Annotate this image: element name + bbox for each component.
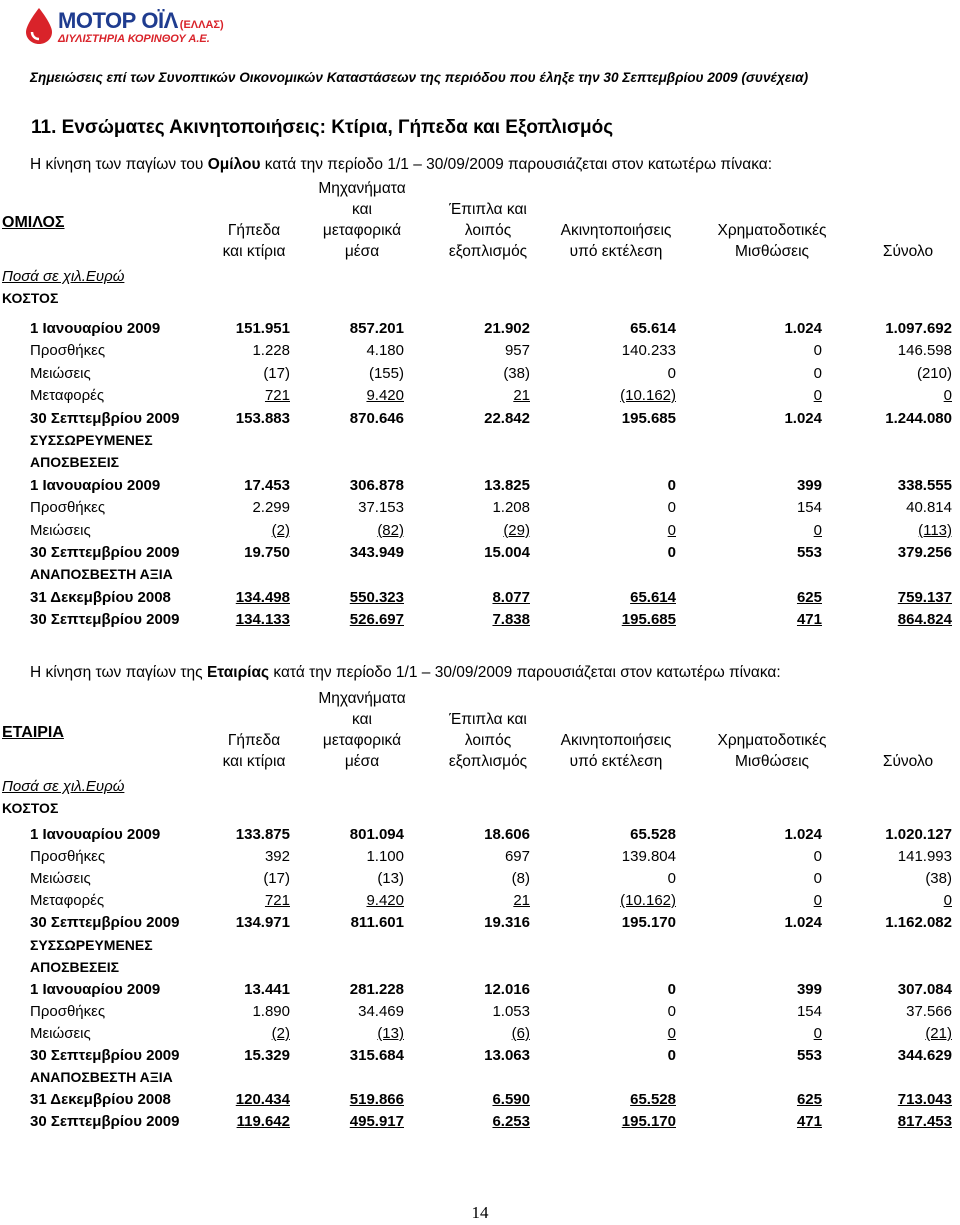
table-cell: 553: [796, 544, 822, 561]
column-header: Μηχανήματα και μεταφορικά μέσα: [318, 690, 406, 770]
table-cell: 399: [796, 476, 822, 494]
table-row: [0, 1091, 960, 1113]
column-header: Σύνολο: [882, 243, 934, 260]
table-cell: 65.528: [630, 1091, 676, 1109]
table-cell: 0: [813, 1024, 822, 1042]
row-label: 31 Δεκεμβρίου 2008: [30, 588, 171, 606]
table-cell: 13.441: [244, 980, 290, 998]
table-cell: 195.685: [621, 611, 676, 629]
table-cell: 1.162.082: [885, 914, 952, 932]
table-cell: 0: [813, 342, 822, 360]
row-label: ΑΠΟΣΒΕΣΕΙΣ: [30, 958, 119, 975]
table-cell: 344.629: [897, 1047, 952, 1064]
amounts-unit-label: Ποσά σε χιλ.Ευρώ: [2, 778, 125, 795]
table-cell: 759.137: [897, 588, 952, 606]
table-row: [0, 1113, 960, 1135]
table-cell: 139.804: [621, 848, 676, 866]
table-cell: 2.299: [252, 499, 290, 517]
row-label: ΣΥΣΣΩΡΕΥΜΕΝΕΣ: [30, 936, 153, 953]
table-cell: 1.024: [784, 826, 822, 843]
table-cell: 19.316: [484, 914, 530, 932]
table-cell: 553: [796, 1047, 822, 1064]
table-cell: 21.902: [484, 320, 530, 337]
company-logo: [22, 6, 224, 52]
row-label: Προσθήκες: [30, 499, 106, 517]
table-section-header: [0, 959, 960, 981]
table-cell: 21: [513, 892, 530, 910]
table-section-header: [0, 454, 960, 476]
table-cell: 0: [813, 521, 822, 539]
table-cell: 19.750: [244, 544, 290, 561]
row-label: 30 Σεπτεμβρίου 2009: [30, 1047, 180, 1064]
table-row: [0, 611, 960, 633]
table-row: [0, 892, 960, 914]
table-cell: 495.917: [349, 1113, 404, 1131]
table-cell: 141.993: [897, 848, 952, 866]
table-cell: 6.253: [492, 1113, 530, 1131]
table-cell: 811.601: [350, 914, 404, 932]
financial-table: [0, 688, 960, 1148]
table-cell: 957: [504, 342, 530, 360]
table-section-header: [0, 1069, 960, 1091]
table-cell: 0: [667, 1002, 676, 1020]
table-cell: 1.020.127: [885, 826, 952, 843]
table-cell: 1.024: [784, 409, 822, 427]
table-cell: 1.208: [492, 499, 530, 517]
table-cell: 119.642: [236, 1113, 290, 1131]
table-cell: 721: [264, 387, 290, 405]
table-cell: 857.201: [349, 320, 404, 337]
row-label: 1 Ιανουαρίου 2009: [30, 320, 161, 337]
table-cell: 9.420: [366, 892, 404, 910]
table-cell: 37.566: [906, 1002, 952, 1020]
row-label: 30 Σεπτεμβρίου 2009: [30, 914, 180, 932]
table-cell: (13): [377, 1024, 404, 1042]
table-cell: (17): [263, 870, 290, 888]
table-cell: 625: [796, 1091, 822, 1109]
page-number: 14: [471, 1203, 489, 1222]
table-cell: 9.420: [366, 387, 404, 405]
table-cell: 154: [796, 499, 822, 517]
table-row: [0, 848, 960, 870]
table-cell: 306.878: [349, 476, 404, 494]
table-cell: 0: [667, 364, 676, 382]
column-header: Χρηματοδοτικές Μισθώσεις: [717, 732, 827, 770]
table-cell: 154: [796, 1002, 822, 1020]
table-cell: 0: [667, 870, 676, 888]
table-cell: 146.598: [897, 342, 952, 360]
table-row: [0, 1003, 960, 1025]
table-cell: 0: [667, 1024, 676, 1042]
table-cell: 0: [667, 980, 676, 998]
table-cell: 550.323: [349, 588, 404, 606]
table-cell: (8): [511, 870, 530, 888]
table-cell: 0: [813, 892, 822, 910]
row-label: Μειώσεις: [30, 1024, 91, 1042]
table-cell: 864.824: [897, 611, 952, 629]
column-header: Έπιπλα και λοιπός εξοπλισμός: [448, 201, 528, 260]
column-header: Ακινητοποιήσεις υπό εκτέλεση: [560, 732, 672, 770]
table-cell: 817.453: [897, 1113, 952, 1131]
table-section-header: [0, 937, 960, 959]
table-cell: (10.162): [620, 892, 676, 910]
row-label: Προσθήκες: [30, 848, 106, 866]
table-cell: (2): [271, 1024, 290, 1042]
row-label: Μειώσεις: [30, 364, 91, 382]
table-cell: 0: [667, 544, 676, 561]
table-row: [0, 981, 960, 1003]
table-cell: 471: [796, 1113, 822, 1131]
table-row: [0, 522, 960, 544]
table-cell: 13.063: [484, 1047, 530, 1064]
table-row: [0, 1025, 960, 1047]
column-header: Έπιπλα και λοιπός εξοπλισμός: [448, 711, 528, 770]
entity-label: ΟΜΙΛΟΣ: [2, 214, 65, 231]
row-label: ΑΠΟΣΒΕΣΕΙΣ: [30, 454, 119, 471]
table-cell: 1.053: [492, 1002, 530, 1020]
table-cell: (21): [925, 1024, 952, 1042]
table-cell: 15.329: [244, 1047, 290, 1064]
table-cell: 801.094: [349, 826, 404, 843]
section-title: 11. Ενσώματες Ακινητοποιήσεις: Κτίρια, Γήπεδα και Εξοπλισμός: [31, 117, 614, 138]
column-header: Γήπεδα και κτίρια: [222, 222, 286, 260]
table-cell: 526.697: [349, 611, 404, 629]
table-cell: 65.614: [630, 588, 676, 606]
row-label: Μεταφορές: [30, 892, 105, 910]
table-row: [0, 589, 960, 611]
table-cell: 40.814: [906, 499, 952, 517]
table-cell: 0: [667, 521, 676, 539]
table-cell: 133.875: [235, 826, 290, 843]
row-label: ΑΝΑΠΟΣΒΕΣΤΗ ΑΞΙΑ: [30, 566, 173, 583]
table-cell: 13.825: [484, 476, 530, 494]
table-cell: 120.434: [235, 1091, 290, 1109]
table-cell: 625: [796, 588, 822, 606]
table-cell: (210): [916, 364, 952, 382]
table-cell: 195.170: [621, 914, 676, 932]
table-cell: 721: [264, 892, 290, 910]
table-row: [0, 387, 960, 409]
table-cell: (6): [511, 1024, 530, 1042]
table-cell: 140.233: [621, 342, 676, 360]
table-cell: 34.469: [358, 1002, 404, 1020]
table-cell: 15.004: [484, 544, 530, 561]
table-row: [0, 914, 960, 936]
table-cell: 713.043: [897, 1091, 952, 1109]
table-cell: 281.228: [349, 980, 404, 998]
row-label: 1 Ιανουαρίου 2009: [30, 826, 161, 843]
table-cell: 379.256: [897, 544, 952, 561]
table-cell: 870.646: [349, 409, 404, 427]
oil-drop-icon: [22, 6, 56, 46]
table-cell: 153.883: [235, 409, 290, 427]
table-intro: Η κίνηση των παγίων της Εταιρίας κατά την περίοδο 1/1 – 30/09/2009 παρουσιάζεται στον κατωτέρω πίνακα:: [30, 664, 781, 681]
table-cell: (29): [503, 521, 530, 539]
table-cell: 7.838: [492, 611, 530, 629]
cost-label: ΚΟΣΤΟΣ: [2, 800, 59, 816]
column-header: Χρηματοδοτικές Μισθώσεις: [717, 222, 827, 260]
table-section-header: [0, 432, 960, 454]
table-cell: 0: [943, 387, 952, 405]
logo-name: ΜΟΤΟΡ ΟΪΛ (ΕΛΛΑΣ): [58, 8, 224, 33]
table-cell: 471: [796, 611, 822, 629]
table-cell: 0: [813, 870, 822, 888]
table-cell: (17): [263, 364, 290, 382]
row-label: ΣΥΣΣΩΡΕΥΜΕΝΕΣ: [30, 432, 153, 448]
table-row: [0, 320, 960, 342]
row-label: 1 Ιανουαρίου 2009: [30, 980, 161, 998]
table-cell: 1.228: [252, 342, 290, 360]
table-cell: 8.077: [492, 588, 530, 606]
table-cell: (38): [503, 364, 530, 382]
table-cell: 519.866: [349, 1091, 404, 1109]
row-label: 31 Δεκεμβρίου 2008: [30, 1091, 171, 1109]
table-cell: 0: [813, 387, 822, 405]
cost-label: ΚΟΣΤΟΣ: [2, 290, 59, 306]
table-cell: 17.453: [244, 476, 290, 494]
table-cell: 0: [667, 1047, 676, 1064]
table-cell: 392: [264, 848, 290, 866]
row-label: Μειώσεις: [30, 521, 91, 539]
header-note: Σημειώσεις επί των Συνοπτικών Οικονομικών Καταστάσεων της περιόδου που έληξε την 30 Σεπτεμβρίου 2009 (συνέχεια): [30, 70, 809, 85]
table-row: [0, 1047, 960, 1069]
row-label: Προσθήκες: [30, 1002, 106, 1020]
row-label: Μειώσεις: [30, 870, 91, 888]
table-cell: 21: [513, 387, 530, 405]
row-label: ΑΝΑΠΟΣΒΕΣΤΗ ΑΞΙΑ: [30, 1069, 173, 1086]
table-cell: 1.024: [784, 320, 822, 337]
table-cell: 195.685: [621, 409, 676, 427]
table-cell: 1.097.692: [885, 320, 952, 337]
table-cell: (2): [271, 521, 290, 539]
table-cell: 6.590: [492, 1091, 530, 1109]
table-cell: 0: [667, 476, 676, 494]
row-label: 1 Ιανουαρίου 2009: [30, 476, 161, 494]
table-cell: 1.890: [252, 1002, 290, 1020]
table-cell: (82): [377, 521, 404, 539]
column-header: Γήπεδα και κτίρια: [222, 732, 286, 770]
table-cell: (38): [925, 870, 952, 888]
row-label: 30 Σεπτεμβρίου 2009: [30, 409, 180, 427]
table-row: [0, 499, 960, 521]
table-cell: (113): [918, 521, 952, 539]
table-cell: 307.084: [897, 980, 952, 998]
table-cell: (10.162): [620, 387, 676, 405]
table-cell: 1.100: [366, 848, 404, 866]
table-row: [0, 826, 960, 848]
table-cell: 37.153: [358, 499, 404, 517]
table-cell: 1.024: [784, 914, 822, 932]
row-label: Μεταφορές: [30, 387, 105, 405]
table-cell: 4.180: [366, 342, 404, 360]
table-cell: 338.555: [897, 476, 952, 494]
table-cell: 0: [813, 848, 822, 866]
table-cell: 134.133: [235, 611, 290, 629]
row-label: 30 Σεπτεμβρίου 2009: [30, 1113, 180, 1131]
column-header: Ακινητοποιήσεις υπό εκτέλεση: [560, 222, 672, 260]
table-cell: 195.170: [621, 1113, 676, 1131]
table-cell: 12.016: [484, 980, 530, 998]
table-cell: 22.842: [484, 409, 530, 427]
table-row: [0, 410, 960, 432]
table-section-header: [0, 566, 960, 588]
entity-label: ΕΤΑΙΡΙΑ: [2, 724, 64, 741]
table-cell: 0: [667, 499, 676, 517]
table-cell: 65.614: [630, 320, 676, 337]
row-label: 30 Σεπτεμβρίου 2009: [30, 611, 180, 629]
table-cell: 134.498: [235, 588, 290, 606]
row-label: 30 Σεπτεμβρίου 2009: [30, 544, 180, 561]
table-row: [0, 477, 960, 499]
column-header: Μηχανήματα και μεταφορικά μέσα: [318, 180, 406, 260]
table-cell: 399: [796, 980, 822, 998]
row-label: Προσθήκες: [30, 342, 106, 360]
table-row: [0, 544, 960, 566]
column-header: Σύνολο: [882, 753, 934, 770]
table-cell: (155): [368, 364, 404, 382]
table-cell: 315.684: [349, 1047, 404, 1064]
logo-subtitle: ΔΙΥΛΙΣΤΗΡΙΑ ΚΟΡΙΝΘΟΥ Α.Ε.: [58, 33, 210, 45]
table-cell: 18.606: [484, 826, 530, 843]
table-intro: Η κίνηση των παγίων του Ομίλου κατά την περίοδο 1/1 – 30/09/2009 παρουσιάζεται στον κατωτέρω πίνακα:: [30, 156, 773, 173]
table-cell: 151.951: [235, 320, 290, 337]
table-row: [0, 870, 960, 892]
table-row: [0, 365, 960, 387]
table-cell: 0: [943, 892, 952, 910]
table-cell: 134.971: [235, 914, 290, 932]
table-cell: 0: [813, 364, 822, 382]
table-cell: 65.528: [630, 826, 676, 843]
table-cell: 697: [504, 848, 530, 866]
table-row: [0, 342, 960, 364]
financial-table: [0, 178, 960, 638]
table-cell: 343.949: [349, 544, 404, 561]
table-cell: (13): [377, 870, 404, 888]
table-cell: 1.244.080: [885, 409, 952, 427]
amounts-unit-label: Ποσά σε χιλ.Ευρώ: [2, 268, 125, 285]
